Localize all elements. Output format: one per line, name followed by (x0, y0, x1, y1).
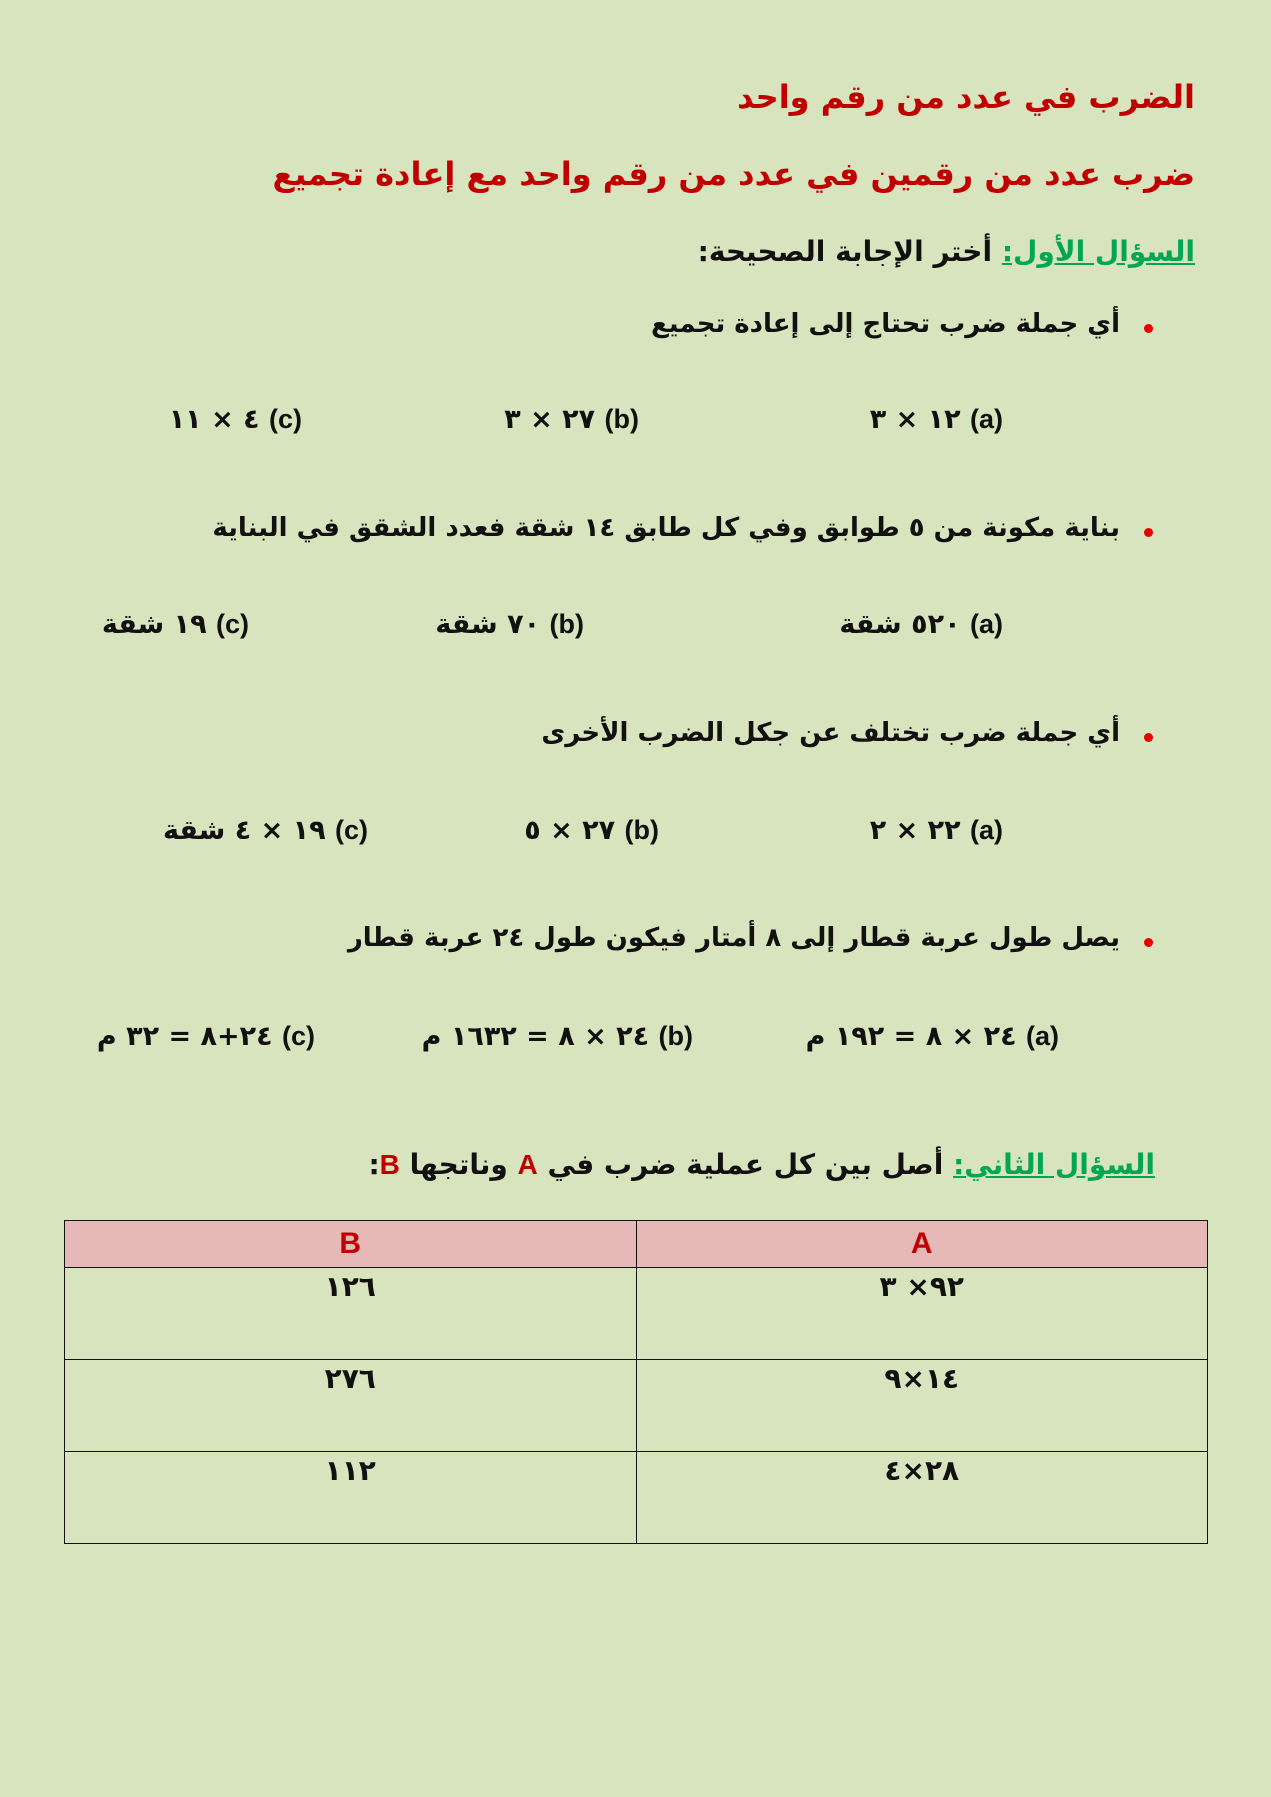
table-row (65, 1360, 1208, 1452)
cell-a: ٢٨×٤ (636, 1452, 1208, 1544)
question1-label: السؤال الأول: (1001, 235, 1195, 268)
item3-option-a (870, 815, 1003, 846)
option-letter: (b) (549, 609, 584, 639)
bullet-icon (1144, 528, 1153, 537)
option-letter: (a) (970, 404, 1003, 434)
option-value: ٢٧ × ٥ (524, 815, 616, 846)
question2-label: السؤال الثاني: (953, 1148, 1155, 1181)
cell-a: ١٤×٩ (636, 1360, 1208, 1452)
question1-instruction: أختر الإجابة الصحيحة: (697, 235, 993, 268)
question1-item-4: يصل طول عربة قطار إلى ٨ أمتار فيكون طول ٢٤ عربة قطار (347, 923, 1120, 953)
item2-option-a (839, 609, 1003, 640)
option-letter: (c) (282, 1021, 315, 1051)
bullet-icon (1144, 733, 1153, 742)
option-letter: (c) (335, 815, 368, 845)
question1-item-1: أي جملة ضرب تحتاج إلى إعادة تجميع (650, 309, 1120, 339)
option-value: ١٩ شقة (101, 609, 207, 640)
item1-option-b (504, 404, 639, 435)
cell-b: ١٢٦ (65, 1268, 637, 1360)
option-letter: (c) (269, 404, 302, 434)
option-value: ٢٤ × ٨ = ١٩٢ م (805, 1021, 1017, 1052)
option-letter: (a) (970, 815, 1003, 845)
item4-option-c (97, 1021, 315, 1052)
item4-option-b (422, 1021, 693, 1052)
page-subtitle: ضرب عدد من رقمين في عدد من رقم واحد مع إعادة تجميع (272, 155, 1195, 193)
column-header-a: A (636, 1221, 1208, 1268)
option-letter: (b) (624, 815, 659, 845)
item3-option-b (524, 815, 659, 846)
bullet-icon (1144, 324, 1153, 333)
option-letter: (a) (970, 609, 1003, 639)
item1-option-c (169, 404, 302, 435)
option-value: ٢٤+٨ = ٣٢ م (96, 1021, 273, 1052)
item2-option-b (435, 609, 584, 640)
item3-option-c (163, 815, 368, 846)
option-value: ٥٢٠ شقة (839, 609, 961, 640)
option-value: ٢٧ × ٣ (504, 404, 596, 435)
column-header-b: B (65, 1221, 637, 1268)
item4-option-a (806, 1021, 1059, 1052)
page-title: الضرب في عدد من رقم واحد (737, 78, 1195, 116)
cell-b: ١١٢ (65, 1452, 637, 1544)
table-row (65, 1452, 1208, 1544)
option-letter: (c) (216, 609, 249, 639)
question1-heading (698, 235, 1195, 268)
table-row (65, 1268, 1208, 1360)
option-letter: (a) (1026, 1021, 1059, 1051)
option-value: ١٢ × ٣ (869, 404, 961, 435)
question1-item-2: بناية مكونة من ٥ طوابق وفي كل طابق ١٤ شقة فعدد الشقق في البناية (212, 513, 1120, 543)
matching-table (64, 1220, 1208, 1544)
option-value: ٢٤ × ٨ = ١٦٣٢ م (421, 1021, 650, 1052)
table-header-row (65, 1221, 1208, 1268)
question2-colon: : (368, 1148, 380, 1181)
item1-option-a (870, 404, 1003, 435)
option-letter: (b) (658, 1021, 693, 1051)
cell-a: ٩٢× ٣ (636, 1268, 1208, 1360)
question2-instruction-2: وناتجها (409, 1148, 508, 1181)
option-value: ٢٢ × ٢ (869, 815, 961, 846)
cell-b: ٢٧٦ (65, 1360, 637, 1452)
option-value: ٧٠ شقة (435, 609, 541, 640)
question2-instruction-1: أصل بين كل عملية ضرب في (547, 1148, 944, 1181)
item2-option-c (102, 609, 249, 640)
option-value: ٤ × ١١ (168, 404, 260, 435)
question2-letter-b: B (379, 1149, 400, 1180)
option-letter: (b) (604, 404, 639, 434)
question1-item-3: أي جملة ضرب تختلف عن جكل الضرب الأخرى (541, 718, 1120, 748)
option-value: ١٩ × ٤ شقة (162, 815, 326, 846)
bullet-icon (1144, 938, 1153, 947)
question2-heading (368, 1148, 1155, 1181)
question2-letter-a: A (517, 1149, 538, 1180)
